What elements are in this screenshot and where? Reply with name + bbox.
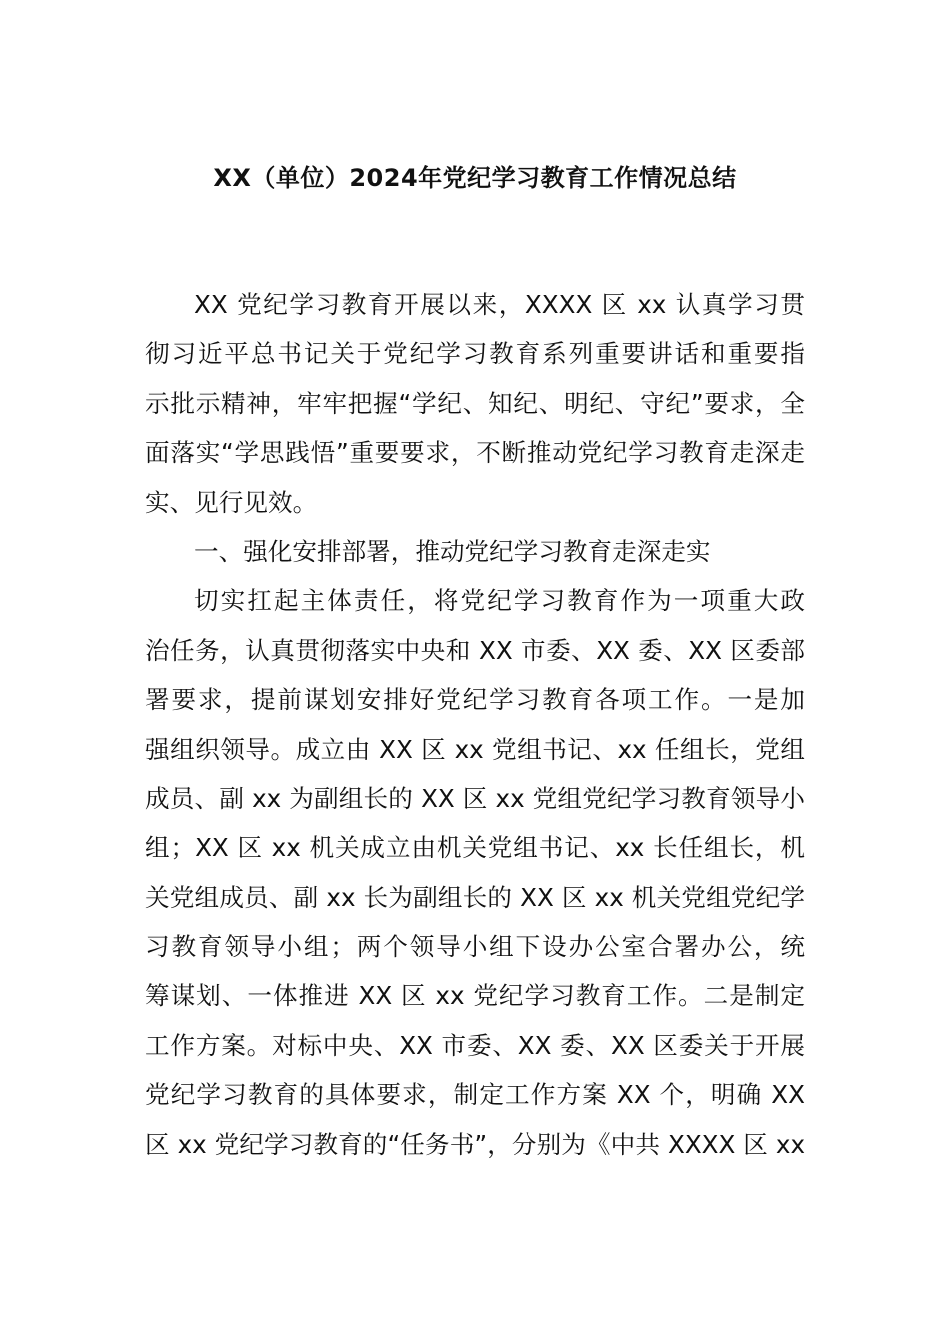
paragraph-line: 示批示精神，牢牢把握“学纪、知纪、明纪、守纪”要求，全 bbox=[145, 388, 805, 418]
paragraph-line: 强组织领导。成立由 XX 区 xx 党组书记、xx 任组长，党组 bbox=[145, 734, 805, 764]
paragraph-line: 筹谋划、一体推进 XX 区 xx 党纪学习教育工作。二是制定 bbox=[145, 981, 805, 1011]
section-heading: 一、强化安排部署，推动党纪学习教育走深走实 bbox=[194, 536, 711, 566]
paragraph-line: 关党组成员、副 xx 长为副组长的 XX 区 xx 机关党组党纪学 bbox=[145, 882, 805, 912]
paragraph-line: 区 xx 党纪学习教育的“任务书”，分别为《中共 XXXX 区 xx bbox=[145, 1129, 805, 1159]
paragraph-line: 党纪学习教育的具体要求，制定工作方案 XX 个，明确 XX bbox=[145, 1080, 805, 1110]
paragraph-line: 彻习近平总书记关于党纪学习教育系列重要讲话和重要指 bbox=[145, 339, 805, 369]
paragraph-line: 实、见行见效。 bbox=[145, 487, 318, 517]
document-title: XX（单位）2024年党纪学习教育工作情况总结 bbox=[213, 164, 737, 192]
paragraph-line: 署要求，提前谋划安排好党纪学习教育各项工作。一是加 bbox=[145, 685, 805, 715]
paragraph-line: 工作方案。对标中央、XX 市委、XX 委、XX 区委关于开展 bbox=[145, 1030, 805, 1060]
document-body bbox=[145, 280, 805, 1169]
paragraph-line: 治任务，认真贯彻落实中央和 XX 市委、XX 委、XX 区委部 bbox=[145, 635, 805, 665]
paragraph-line: XX 党纪学习教育开展以来，XXXX 区 xx 认真学习贯 bbox=[194, 290, 805, 319]
paragraph-line: 习教育领导小组；两个领导小组下设办公室合署办公，统 bbox=[145, 932, 805, 962]
paragraph-line: 成员、副 xx 为副组长的 XX 区 xx 党组党纪学习教育领导小 bbox=[145, 783, 805, 813]
paragraph-line: 切实扛起主体责任，将党纪学习教育作为一项重大政 bbox=[194, 586, 805, 616]
paragraph-line: 组；XX 区 xx 机关成立由机关党组书记、xx 长任组长，机 bbox=[145, 833, 805, 863]
paragraph-line: 面落实“学思践悟”重要要求，不断推动党纪学习教育走深走 bbox=[145, 438, 805, 468]
